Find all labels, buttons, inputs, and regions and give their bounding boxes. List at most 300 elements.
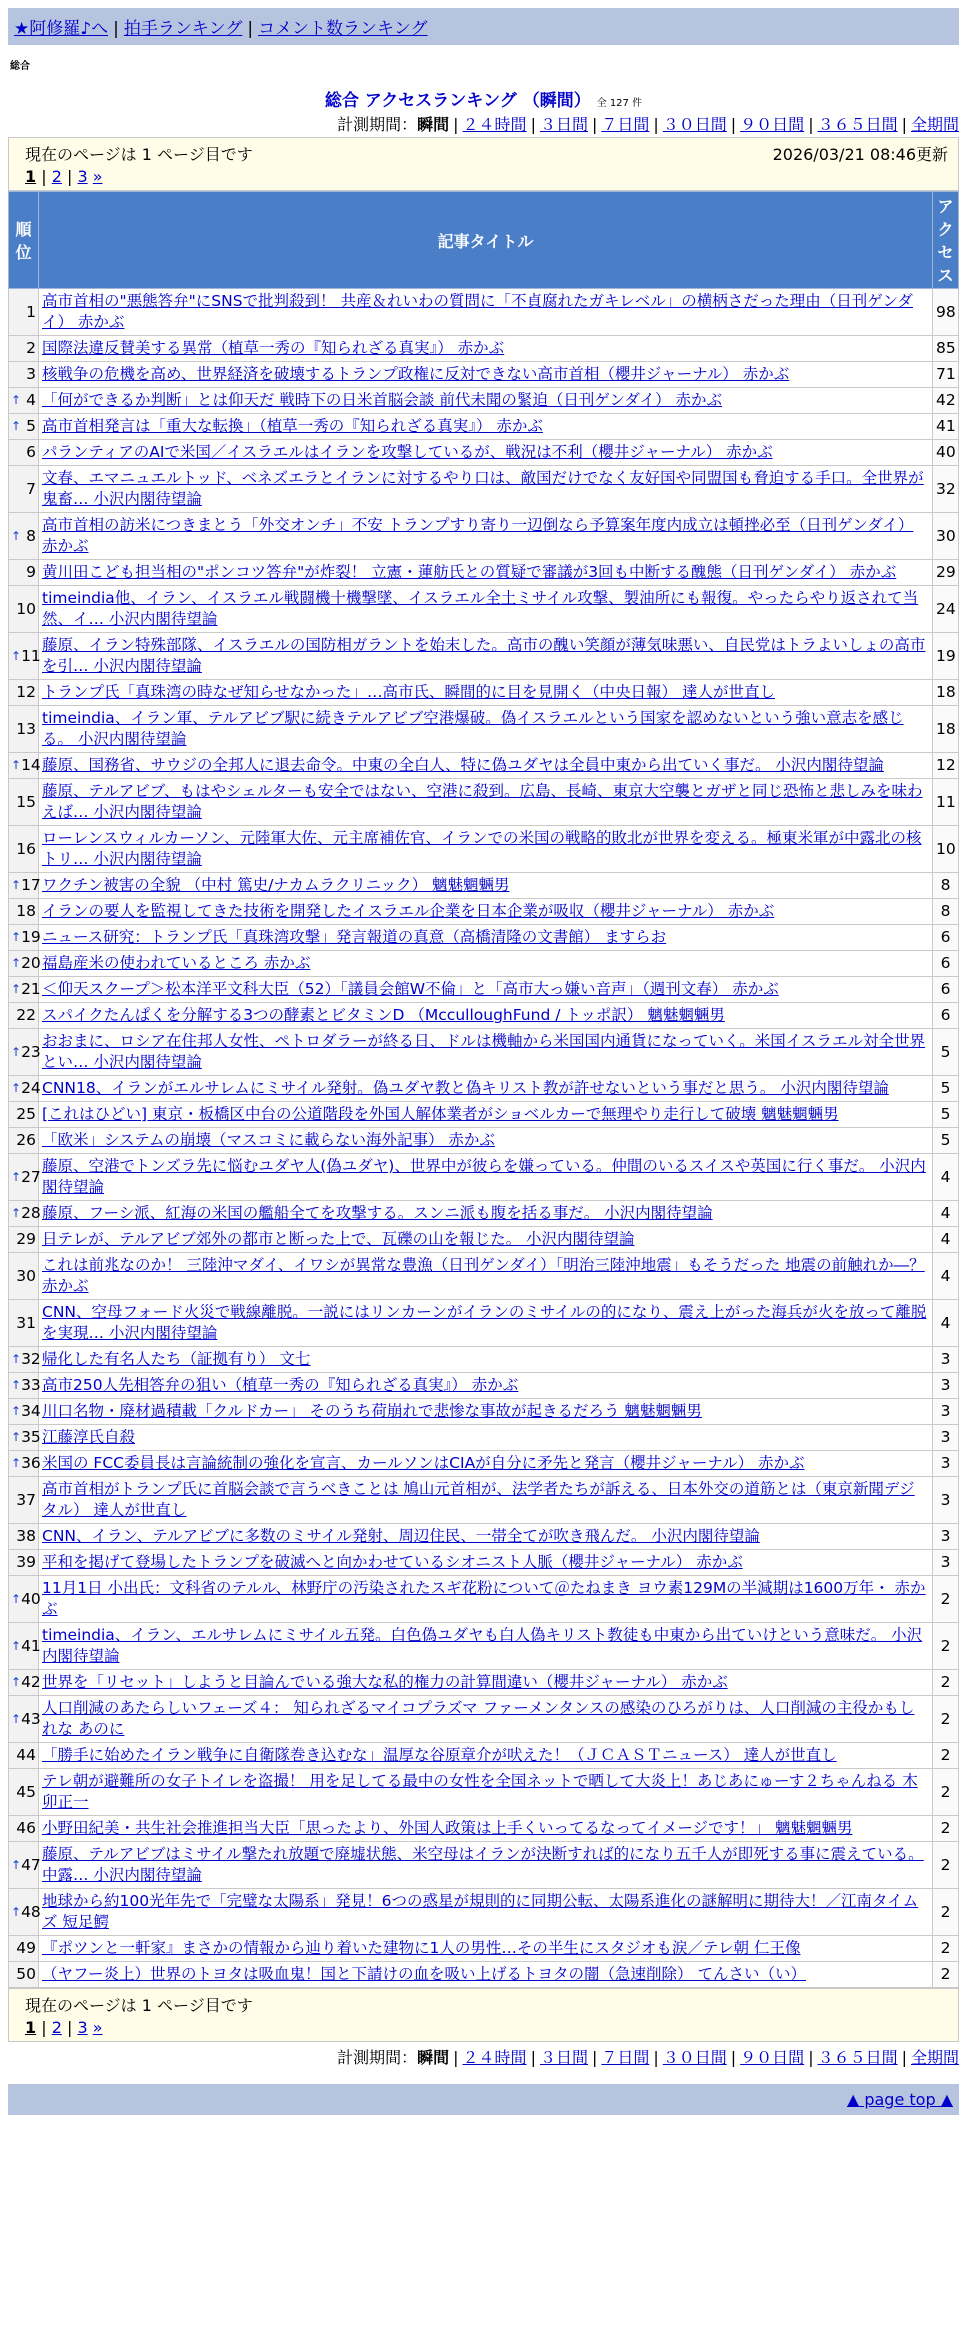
access-count: 2 <box>933 1743 959 1769</box>
access-count: 3 <box>933 1399 959 1425</box>
rank-cell <box>9 1743 39 1769</box>
table-row <box>9 1300 959 1347</box>
access-count: 2 <box>933 1769 959 1816</box>
article-link[interactable]: 国際法違反賛美する異常（植草一秀の『知られざる真実』） 赤かぶ <box>42 339 505 357</box>
title-cell <box>39 388 933 414</box>
rank-number: 24 <box>21 1079 41 1097</box>
access-count: 8 <box>933 873 959 899</box>
period-link[interactable]: ７日間 <box>601 115 650 134</box>
article-link[interactable]: 高市首相の"悪態答弁"にSNSで批判殺到！ 共産＆れいわの質問に「不貞腐れたガキレベル」の横柄さだった理由（日刊ゲンダイ） 赤かぶ <box>42 292 913 331</box>
period-sep: | <box>591 115 598 134</box>
access-count: 2 <box>933 1696 959 1743</box>
period-link[interactable]: ３６５日間 <box>817 2048 898 2067</box>
article-link[interactable]: 日テレが、テルアビブ郊外の都市と断った上で、瓦礫の山を報じた。 小沢内閣待望論 <box>42 1230 635 1248</box>
access-count: 6 <box>933 977 959 1003</box>
updated-time: 2026/03/21 08:46更新 <box>772 145 948 164</box>
period-link[interactable]: 全期間 <box>910 115 959 134</box>
access-count: 3 <box>933 1477 959 1524</box>
period-link[interactable]: ３０日間 <box>662 115 727 134</box>
period-link[interactable]: ９０日間 <box>740 2048 805 2067</box>
access-count: 42 <box>933 388 959 414</box>
rank-cell <box>9 753 39 779</box>
rank-number: 25 <box>16 1105 36 1123</box>
article-link[interactable]: CNN18、イランがエルサレムにミサイル発射。偽ユダヤ教と偽キリスト教が許せないという事だと思う。 小沢内閣待望論 <box>42 1079 889 1097</box>
rank-cell <box>9 1425 39 1451</box>
top-nav <box>8 8 959 45</box>
table-row <box>9 440 959 466</box>
rank-cell <box>9 414 39 440</box>
access-count: 2 <box>933 1816 959 1842</box>
article-link[interactable]: 人口削減のあたらしいフェーズ４： 知られざるマイコプラズマ ファーメンタンスの感染のひろがりは、人口削減の主役かもしれな あのに <box>42 1699 915 1738</box>
rank-number: 49 <box>16 1939 36 1957</box>
rank-cell <box>9 1003 39 1029</box>
access-count: 5 <box>933 1128 959 1154</box>
table-row <box>9 706 959 753</box>
nav-sep: | <box>247 19 254 39</box>
article-link[interactable]: スパイクたんぱくを分解する3つの酵素とビタミンD （McculloughFund / トッポ訳） 魑魅魍魎男 <box>42 1006 725 1024</box>
nav-link-asyura[interactable]: ★阿修羅♪へ <box>14 19 109 39</box>
rank-up-icon: ↑ <box>11 648 22 663</box>
title-cell <box>39 1227 933 1253</box>
access-count: 3 <box>933 1373 959 1399</box>
title-cell <box>39 560 933 586</box>
rank-cell <box>9 1029 39 1076</box>
title-cell <box>39 1477 933 1524</box>
table-row <box>9 1769 959 1816</box>
article-link[interactable]: 藤原、テルアビブ、もはやシェルターも安全ではない、空港に殺到。広島、長崎、東京大空襲とガザと同じ恐怖と悲しみを味わえば… 小沢内閣待望論 <box>42 782 923 821</box>
rank-up-icon: ↑ <box>11 930 22 944</box>
article-link[interactable]: timeindia、イラン、エルサレムにミサイル五発。白色偽ユダヤも白人偽キリスト教徒も中東から出ていけという意味だ。 小沢内閣待望論 <box>42 1626 923 1665</box>
table-row <box>9 1816 959 1842</box>
rank-number: 46 <box>16 1819 36 1837</box>
article-link[interactable]: 世界を「リセット」しようと目論んでいる強大な私的権力の計算間違い（櫻井ジャーナル） 赤かぶ <box>42 1673 728 1691</box>
title-cell <box>39 680 933 706</box>
access-count: 24 <box>933 586 959 633</box>
period-link[interactable]: ３６５日間 <box>817 115 898 134</box>
rank-number: 19 <box>21 928 41 946</box>
access-count: 41 <box>933 414 959 440</box>
table-row <box>9 1623 959 1670</box>
rank-cell <box>9 1962 39 1988</box>
article-link[interactable]: 「何ができるか判断」とは仰天だ 戦時下の日米首脳会談 前代未聞の緊迫（日刊ゲンダイ） 赤かぶ <box>42 391 723 409</box>
page-next[interactable]: » <box>92 2018 103 2037</box>
rank-up-icon: ↑ <box>11 1591 22 1606</box>
rank-cell <box>9 1524 39 1550</box>
title-cell <box>39 336 933 362</box>
rank-up-icon: ↑ <box>11 1857 22 1872</box>
table-row <box>9 466 959 513</box>
table-row <box>9 1373 959 1399</box>
title-cell <box>39 1842 933 1889</box>
title-cell <box>39 1962 933 1988</box>
article-link[interactable]: 平和を掲げて登場したトランプを破滅へと向かわせているシオニスト人脈（櫻井ジャーナル） 赤かぶ <box>42 1553 743 1571</box>
article-link[interactable]: ローレンスウィルカーソン、元陸軍大佐、元主席補佐官、イランでの米国の戦略的敗北が世界を変える。極東米軍が中露北の核トリ… 小沢内閣待望論 <box>42 829 922 868</box>
article-link[interactable]: 藤原、国務省、サウジの全邦人に退去命令。中東の全白人、特に偽ユダヤは全員中東から出ていく事だ。 小沢内閣待望論 <box>42 756 884 774</box>
article-link[interactable]: おおまに、ロシア在住邦人女性、ペトロダラーが終る日、ドルは機軸から米国国内通貨になっていく。米国イスラエル対全世界とい… 小沢内閣待望論 <box>42 1032 926 1071</box>
rank-number: 29 <box>16 1230 36 1248</box>
rank-cell <box>9 1451 39 1477</box>
rank-cell <box>9 362 39 388</box>
title-cell <box>39 1076 933 1102</box>
rank-up-icon: ↑ <box>11 1711 22 1726</box>
article-link[interactable]: 黄川田こども担当相の"ポンコツ答弁"が炸裂！ 立憲・蓮舫氏との質疑で審議が3回も中断する醜態（日刊ゲンダイ） 赤かぶ <box>42 563 897 581</box>
table-row <box>9 1003 959 1029</box>
article-link[interactable]: これは前兆なのか！ 三陸沖マダイ、イワシが異常な豊漁（日刊ゲンダイ）「明治三陸沖地震」もそうだった 地震の前触れか―？ 赤かぶ <box>42 1256 925 1295</box>
title-cell <box>39 706 933 753</box>
rank-cell <box>9 466 39 513</box>
table-row <box>9 1842 959 1889</box>
page-top-link[interactable]: ▲ page top ▲ <box>846 2090 953 2109</box>
article-link[interactable]: 藤原、テルアビブはミサイル撃たれ放題で廃墟状態、米空母はイランが決断すれば的になり五千人が即死する事に震えている。中露… 小沢内閣待望論 <box>42 1845 924 1884</box>
access-count: 85 <box>933 336 959 362</box>
rank-number: 23 <box>21 1042 41 1061</box>
article-link[interactable]: ニュース研究：トランプ氏「真珠湾攻撃」発言報道の真意（高橋清隆の文書館） ますらお <box>42 928 667 946</box>
table-row <box>9 1128 959 1154</box>
rank-cell <box>9 706 39 753</box>
title-cell <box>39 414 933 440</box>
access-count: 3 <box>933 1451 959 1477</box>
table-row <box>9 753 959 779</box>
page-current[interactable]: 1 <box>25 2018 37 2037</box>
rank-number: 14 <box>21 756 41 774</box>
nav-link-clap-ranking[interactable]: 拍手ランキング <box>123 19 243 39</box>
title-cell <box>39 1425 933 1451</box>
table-row <box>9 1550 959 1576</box>
page-link[interactable]: 2 <box>51 2018 62 2037</box>
article-link[interactable]: 「欧米」システムの崩壊（マスコミに載らない海外記事） 赤かぶ <box>42 1131 495 1149</box>
page-info-top <box>8 137 959 191</box>
title-cell <box>39 1889 933 1936</box>
access-count: 4 <box>933 1253 959 1300</box>
rank-cell <box>9 1347 39 1373</box>
rank-cell <box>9 1154 39 1201</box>
period-link[interactable]: ３日間 <box>539 115 588 134</box>
article-link[interactable]: 小野田紀美・共生社会推進担当大臣「思ったより、外国人政策は上手くいってるなってイメージです！」 魑魅魍魎男 <box>42 1819 853 1837</box>
article-link[interactable]: 地球から約100光年先で「完璧な太陽系」発見！6つの惑星が規則的に同期公転、太陽系進化の謎解明に期待大！／江南タイムズ 短足鰐 <box>42 1892 919 1931</box>
title-cell <box>39 753 933 779</box>
table-row <box>9 1102 959 1128</box>
rank-number: 35 <box>21 1428 41 1446</box>
col-title: 記事タイトル <box>39 192 933 289</box>
rank-cell <box>9 951 39 977</box>
table-row <box>9 513 959 560</box>
access-count: 2 <box>933 1962 959 1988</box>
rank-up-icon: ↑ <box>11 1352 22 1366</box>
rank-number: 47 <box>21 1855 41 1874</box>
rank-number: 15 <box>16 792 36 811</box>
page-top-bar <box>8 2084 959 2115</box>
rank-number: 6 <box>26 443 36 461</box>
access-count: 29 <box>933 560 959 586</box>
rank-number: 41 <box>21 1636 41 1655</box>
rank-up-icon: ↑ <box>11 393 22 407</box>
rank-cell <box>9 1550 39 1576</box>
rank-up-icon: ↑ <box>11 1675 22 1689</box>
title-cell <box>39 1576 933 1623</box>
access-count: 12 <box>933 753 959 779</box>
table-row <box>9 951 959 977</box>
page-next[interactable]: » <box>92 167 103 186</box>
rank-cell <box>9 1623 39 1670</box>
article-link[interactable]: 福島産米の使われているところ 赤かぶ <box>42 954 311 972</box>
period-link[interactable]: ３日間 <box>539 2048 588 2067</box>
article-link[interactable]: 高市首相がトランプ氏に首脳会談で言うべきことは 鳩山元首相が、法学者たちが訴える、日本外交の道筋とは（東京新聞デジタル） 達人が世直し <box>42 1480 915 1519</box>
period-link[interactable]: ７日間 <box>601 2048 650 2067</box>
rank-number: 9 <box>26 563 36 581</box>
category-label: 総合 <box>10 61 30 72</box>
rank-number: 36 <box>21 1454 41 1472</box>
rank-up-icon: ↑ <box>11 1044 22 1059</box>
article-link[interactable]: 高市首相発言は「重大な転換」（植草一秀の『知られざる真実』） 赤かぶ <box>42 417 543 435</box>
rank-number: 34 <box>21 1402 41 1420</box>
rank-number: 45 <box>16 1782 36 1801</box>
access-count: 4 <box>933 1154 959 1201</box>
table-row <box>9 779 959 826</box>
article-link[interactable]: テレ朝が避難所の女子トイレを盗撮！ 用を足してる最中の女性を全国ネットで晒して大炎上！あじあにゅーす２ちゃんねる 木卯正一 <box>42 1772 918 1811</box>
page-link[interactable]: 2 <box>51 167 62 186</box>
table-row <box>9 1451 959 1477</box>
article-link[interactable]: CNN、空母フォード火災で戦線離脱。一説にはリンカーンがイランのミサイルの的になり、震え上がった海兵が火を放って離脱を実現… 小沢内閣待望論 <box>42 1303 927 1342</box>
title-cell <box>39 1696 933 1743</box>
title-cell <box>39 1201 933 1227</box>
period-link[interactable]: 全期間 <box>910 2048 959 2067</box>
table-row <box>9 1399 959 1425</box>
rank-number: 38 <box>16 1527 36 1545</box>
article-link[interactable]: [これはひどい] 東京・板橋区中台の公道階段を外国人解体業者がショベルカーで無理やり走行して破壊 魑魅魍魎男 <box>42 1105 839 1123</box>
rank-number: 40 <box>21 1589 41 1608</box>
article-link[interactable]: 文春、エマニュエルトッド、ベネズエラとイランに対するやり口は、敵国だけでなく友好国や同盟国も脅迫する手口。全世界が鬼畜… 小沢内閣待望論 <box>42 469 924 508</box>
pagination-bottom <box>25 2018 948 2037</box>
rank-number: 12 <box>16 683 36 701</box>
col-access: アクセス <box>933 192 959 289</box>
article-link[interactable]: timeindia、イラン軍、テルアビブ駅に続きテルアビブ空港爆破。偽イスラエルという国家を認めないという強い意志を感じる。 小沢内閣待望論 <box>42 709 904 748</box>
period-sep: | <box>730 115 737 134</box>
table-row <box>9 925 959 951</box>
rank-cell <box>9 1670 39 1696</box>
article-link[interactable]: 帰化した有名人たち（証拠有り） 文七 <box>42 1350 311 1368</box>
rank-up-icon: ↑ <box>11 528 22 543</box>
table-row <box>9 1253 959 1300</box>
title-cell <box>39 1128 933 1154</box>
title-cell <box>39 977 933 1003</box>
pagination-top <box>25 167 948 186</box>
access-count: 2 <box>933 1842 959 1889</box>
rank-cell <box>9 1696 39 1743</box>
rank-cell <box>9 1373 39 1399</box>
rank-up-icon: ↑ <box>11 982 22 996</box>
rank-number: 17 <box>21 876 41 894</box>
rank-number: 33 <box>21 1376 41 1394</box>
rank-up-icon: ↑ <box>11 1638 22 1653</box>
article-link[interactable]: パランティアのAIで米国／イスラエルはイランを攻撃しているが、戦況は不利（櫻井ジャーナル） 赤かぶ <box>42 443 773 461</box>
article-link[interactable]: 江藤淳氏自殺 <box>42 1428 136 1446</box>
period-current: 瞬間 <box>417 2048 450 2067</box>
nav-link-comment-ranking[interactable]: コメント数ランキング <box>258 19 428 39</box>
rank-cell <box>9 289 39 336</box>
rank-number: 42 <box>21 1673 41 1691</box>
access-count: 6 <box>933 925 959 951</box>
title-cell <box>39 1451 933 1477</box>
rank-number: 1 <box>26 302 36 321</box>
page-current[interactable]: 1 <box>25 167 37 186</box>
period-sep: | <box>901 115 907 134</box>
table-row <box>9 1962 959 1988</box>
period-label: 計測期間： <box>337 115 418 134</box>
rank-cell <box>9 513 39 560</box>
rank-cell <box>9 826 39 873</box>
article-link[interactable]: トランプ氏「真珠湾の時なぜ知らせなかった」…高市氏、瞬間的に目を見開く（中央日報） 達人が世直し <box>42 683 775 701</box>
table-row <box>9 1201 959 1227</box>
access-count: 6 <box>933 1003 959 1029</box>
page-link[interactable]: 3 <box>77 2018 88 2037</box>
article-link[interactable]: ワクチン被害の全貌 （中村 篤史/ナカムラクリニック） 魑魅魍魎男 <box>42 876 510 894</box>
rank-number: 50 <box>16 1965 36 1983</box>
access-count: 71 <box>933 362 959 388</box>
rank-up-icon: ↑ <box>11 1430 22 1444</box>
article-link[interactable]: timeindia他、イラン、イスラエル戦闘機十機撃墜、イスラエル全土ミサイル攻撃、製油所にも報復。やったらやり返されて当然、イ… 小沢内閣待望論 <box>42 589 919 628</box>
article-link[interactable]: 『ポツンと一軒家』まさかの情報から辿り着いた建物に1人の男性…その半生にスタジオも涙／テレ朝 仁王像 <box>42 1939 801 1957</box>
rank-number: 44 <box>16 1746 36 1764</box>
table-row <box>9 1076 959 1102</box>
title-cell <box>39 440 933 466</box>
rank-number: 8 <box>26 526 36 545</box>
table-row <box>9 414 959 440</box>
table-row <box>9 1670 959 1696</box>
title-cell <box>39 873 933 899</box>
rank-up-icon: ↑ <box>11 1169 22 1184</box>
ranking-total: 全 127 件 <box>596 98 643 109</box>
rank-cell <box>9 1076 39 1102</box>
title-cell <box>39 289 933 336</box>
article-link[interactable]: 高市首相の訪米につきまとう「外交オンチ」不安 トランプすり寄り一辺倒なら予算案年度内成立は頓挫必至（日刊ゲンダイ） 赤かぶ <box>42 516 914 555</box>
rank-number: 21 <box>21 980 41 998</box>
article-link[interactable]: 川口名物・廃材過積載「クルドカー」 そのうち荷崩れで悲惨な事故が起きるだろう 魑魅魍魎男 <box>42 1402 702 1420</box>
table-row <box>9 826 959 873</box>
rank-number: 11 <box>21 646 41 665</box>
rank-number: 7 <box>26 479 36 498</box>
title-cell <box>39 1029 933 1076</box>
article-link[interactable]: イランの要人を監視してきた技術を開発したイスラエル企業を日本企業が吸収（櫻井ジャーナル） 赤かぶ <box>42 902 775 920</box>
title-cell <box>39 1816 933 1842</box>
title-cell <box>39 826 933 873</box>
period-sep: | <box>453 115 459 134</box>
rank-cell <box>9 1300 39 1347</box>
rank-cell <box>9 560 39 586</box>
title-cell <box>39 1003 933 1029</box>
rank-cell <box>9 1889 39 1936</box>
access-count: 4 <box>933 1201 959 1227</box>
table-row <box>9 1524 959 1550</box>
rank-cell <box>9 899 39 925</box>
rank-number: 37 <box>16 1490 36 1509</box>
rank-cell <box>9 586 39 633</box>
table-row <box>9 1696 959 1743</box>
title-cell <box>39 779 933 826</box>
title-cell <box>39 1743 933 1769</box>
rank-up-icon: ↑ <box>11 1378 22 1392</box>
title-cell <box>39 466 933 513</box>
title-cell <box>39 1769 933 1816</box>
rank-up-icon: ↑ <box>11 878 22 892</box>
rank-number: 32 <box>21 1350 41 1368</box>
rank-up-icon: ↑ <box>11 1081 22 1095</box>
rank-number: 5 <box>26 417 36 435</box>
title-cell <box>39 925 933 951</box>
article-link[interactable]: 11月1日 小出氏：文科省のテルル、林野庁の汚染されたスギ花粉について＠たねまき ヨウ素129Mの半減期は1600万年・ 赤かぶ <box>42 1579 926 1618</box>
article-link[interactable]: 藤原、イラン特殊部隊、イスラエルの国防相ガラントを始末した。高市の醜い笑顔が薄気味悪い、自民党はトラよいしょの高市を引… 小沢内閣待望論 <box>42 636 926 675</box>
rank-cell <box>9 1201 39 1227</box>
period-sep: | <box>530 2048 536 2067</box>
rank-number: 28 <box>21 1204 41 1222</box>
rank-up-icon: ↑ <box>11 758 22 772</box>
rank-cell <box>9 1936 39 1962</box>
period-sep: | <box>653 2048 659 2067</box>
title-cell <box>39 1399 933 1425</box>
title-cell <box>39 513 933 560</box>
rank-number: 3 <box>26 365 36 383</box>
article-link[interactable]: （ヤフー炎上）世界のトヨタは吸血鬼！国と下請けの血を吸い上げるトヨタの闇（急速削除） てんさい（い） <box>42 1965 806 1983</box>
period-link[interactable]: ２４時間 <box>462 2048 527 2067</box>
article-link[interactable]: ＜仰天スクープ＞松本洋平文科大臣（52）「議員会館W不倫」と「高市大っ嫌い音声」（週刊文春） 赤かぶ <box>42 980 779 998</box>
title-cell <box>39 362 933 388</box>
period-link[interactable]: ３０日間 <box>662 2048 727 2067</box>
access-count: 8 <box>933 899 959 925</box>
title-cell <box>39 899 933 925</box>
access-count: 3 <box>933 1425 959 1451</box>
access-count: 19 <box>933 633 959 680</box>
page-link[interactable]: 3 <box>77 167 88 186</box>
current-page-text: 現在のページは 1 ページ目です <box>25 1996 253 2015</box>
table-row <box>9 336 959 362</box>
rank-cell <box>9 1816 39 1842</box>
access-count: 4 <box>933 1300 959 1347</box>
title-cell <box>39 951 933 977</box>
article-link[interactable]: 「勝手に始めたイラン戦争に自衛隊巻き込むな」温厚な谷原章介が吠えた！（ＪＣＡＳＴニュース） 達人が世直し <box>42 1746 837 1764</box>
nav-sep: | <box>113 19 119 39</box>
title-cell <box>39 1154 933 1201</box>
rank-up-icon: ↑ <box>11 419 22 433</box>
rank-cell <box>9 1477 39 1524</box>
rank-cell <box>9 1128 39 1154</box>
access-count: 3 <box>933 1347 959 1373</box>
title-cell <box>39 1253 933 1300</box>
page-sep: | <box>36 167 52 186</box>
ranking-title-wrap <box>0 86 967 111</box>
article-link[interactable]: 藤原、空港でトンズラ先に悩むユダヤ人(偽ユダヤ)、世界中が彼らを嫌っている。仲間のいるスイスや英国に行く事だ。 小沢内閣待望論 <box>42 1157 926 1196</box>
access-count: 5 <box>933 1076 959 1102</box>
rank-number: 48 <box>21 1902 41 1921</box>
access-count: 18 <box>933 706 959 753</box>
period-label: 計測期間： <box>337 2048 418 2067</box>
title-cell <box>39 1623 933 1670</box>
period-link[interactable]: ９０日間 <box>740 115 805 134</box>
article-link[interactable]: 高市250人先相答弁の狙い（植草一秀の『知られざる真実』） 赤かぶ <box>42 1376 519 1394</box>
title-cell <box>39 1670 933 1696</box>
article-link[interactable]: 核戦争の危機を高め、世界経済を破壊するトランプ政権に反対できない高市首相（櫻井ジャーナル） 赤かぶ <box>42 365 790 383</box>
table-row <box>9 560 959 586</box>
article-link[interactable]: 藤原、フーシ派、紅海の米国の艦船全てを攻撃する。スンニ派も腹を括る事だ。 小沢内閣待望論 <box>42 1204 713 1222</box>
period-link[interactable]: ２４時間 <box>462 115 527 134</box>
table-row <box>9 1477 959 1524</box>
rank-cell <box>9 1102 39 1128</box>
title-cell <box>39 633 933 680</box>
article-link[interactable]: 米国の FCC委員長は言論統制の強化を宣言、カールソンはCIAが自分に矛先と発言（櫻井ジャーナル） 赤かぶ <box>42 1454 805 1472</box>
rank-number: 27 <box>21 1167 41 1186</box>
article-link[interactable]: CNN、イラン、テルアビブに多数のミサイル発射、周辺住民、一帯全てが吹き飛んだ。 小沢内閣待望論 <box>42 1527 760 1545</box>
rank-number: 22 <box>16 1006 36 1024</box>
table-row <box>9 388 959 414</box>
table-row <box>9 1936 959 1962</box>
